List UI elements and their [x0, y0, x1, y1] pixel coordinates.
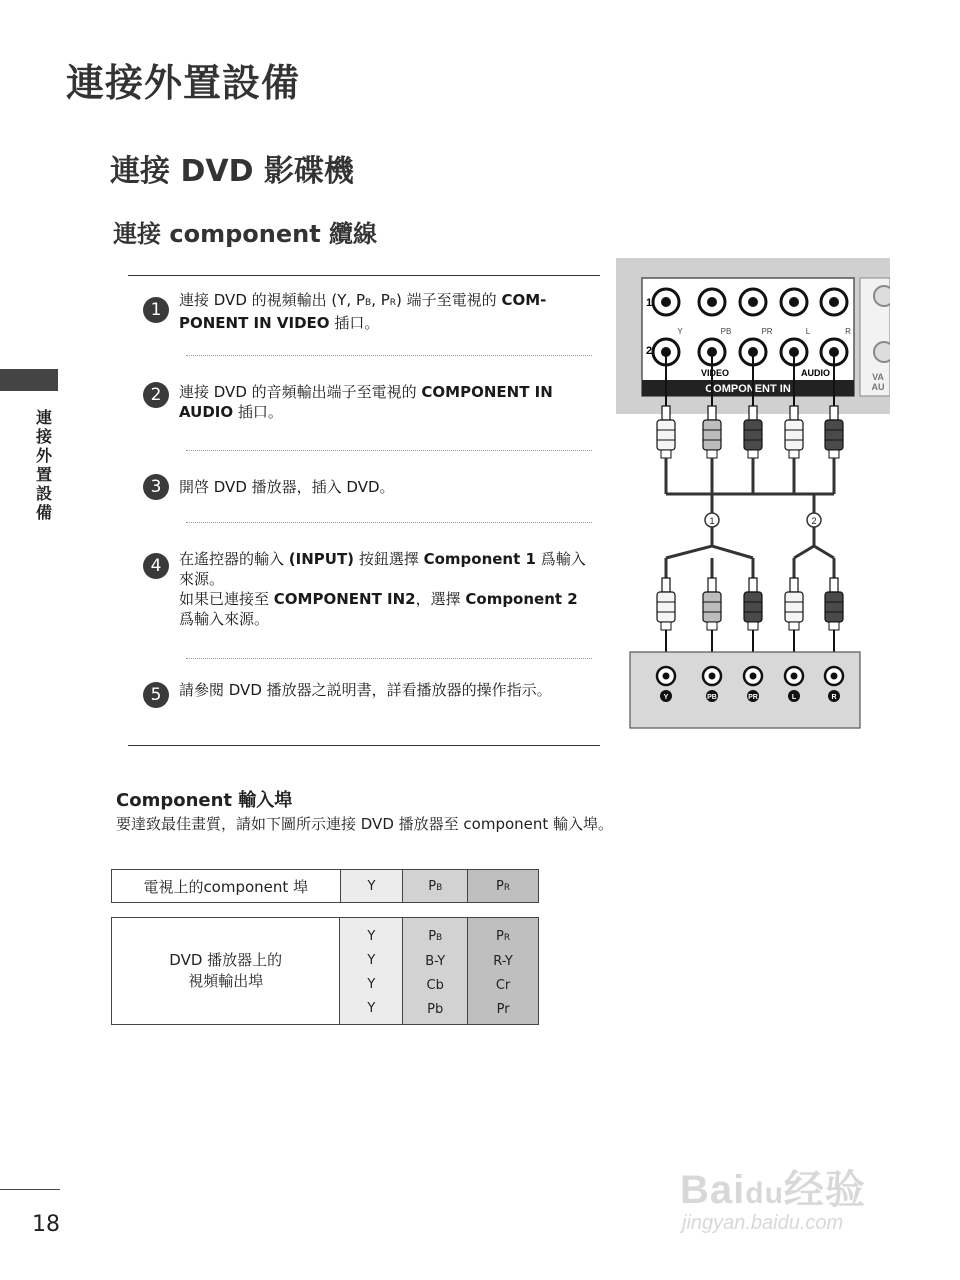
table-cell: Y	[367, 977, 376, 992]
step-number: 5	[143, 682, 169, 708]
table-cell: Pb	[427, 1001, 444, 1017]
dvd-label-line: DVD 播放器上的	[169, 951, 283, 969]
table-cell: PR	[496, 928, 511, 944]
table-cell: B-Y	[425, 953, 446, 969]
page-number: 18	[32, 1212, 60, 1237]
table-cell: Pr	[496, 1001, 510, 1017]
step-text: 開啓 DVD 播放器，插入 DVD。	[179, 478, 395, 496]
step-text: 請參閱 DVD 播放器之説明書，詳看播放器的操作指示。	[179, 681, 552, 699]
step-text: 連接 DVD 的音頻輸出端子至電視的 COMPONENT IN AUDIO 插口。	[179, 383, 553, 421]
side-chapter-label: 連接外置設備	[36, 408, 53, 522]
side-tab-marker	[0, 369, 58, 391]
watermark	[680, 1142, 910, 1252]
tv-component-table	[111, 869, 539, 903]
step-text: 連接 DVD 的視頻輸出 (Y, PB, PR) 端子至電視的 COM-PONENT IN VIDEO 插口。	[179, 291, 547, 332]
steps-top-rule	[128, 275, 600, 276]
side-jack	[874, 342, 890, 362]
step-text: 在遙控器的輸入 (INPUT) 按鈕選擇 Component 1 爲輸入來源。 如果已連接至 COMPONENT IN2，選擇 Component 2 爲輸入來源。	[179, 550, 586, 628]
dvd-jack-center	[663, 673, 670, 680]
dvd-output-table	[111, 917, 539, 1025]
section-title: 連接 DVD 影碟機	[110, 154, 354, 189]
table-cell: R-Y	[493, 953, 513, 969]
step-number: 3	[143, 474, 169, 500]
table-column	[468, 918, 539, 1025]
table-cell: Y	[367, 1001, 376, 1016]
cable-label: 1	[709, 516, 715, 526]
connection-diagram	[616, 258, 890, 734]
step-divider	[186, 450, 592, 451]
component-in-label: COMPONENT IN	[705, 383, 791, 395]
dvd-table-label	[112, 918, 340, 1025]
dvd-port-label: L	[791, 694, 797, 701]
table-cell: PB	[428, 928, 443, 944]
side-jack	[874, 286, 890, 306]
tv-port-label: PR	[761, 327, 773, 336]
dvd-jack-center	[750, 673, 757, 680]
cable-plug	[744, 578, 762, 630]
table-cell: Y	[367, 953, 376, 968]
dvd-label-line: 視頻輸出埠	[188, 972, 264, 990]
table-cell: PR	[468, 870, 539, 903]
tv-table-label: 電視上的component 埠	[112, 870, 341, 903]
audio-label: AUDIO	[801, 368, 830, 378]
tv-port-label: L	[805, 327, 811, 336]
table-cell: Cr	[495, 977, 511, 993]
step-divider	[186, 355, 592, 356]
dvd-panel	[630, 652, 860, 728]
cable-plug	[657, 578, 675, 630]
table-column	[340, 918, 403, 1025]
side-label: VA	[872, 372, 884, 382]
cable-plug	[703, 578, 721, 630]
watermark-brand: Baidu经验	[680, 1168, 866, 1212]
cable-label: 2	[811, 516, 817, 526]
dvd-jack-center	[709, 673, 716, 680]
video-label: VIDEO	[701, 368, 730, 378]
table-column	[403, 918, 468, 1025]
tv-port-label: R	[845, 327, 851, 336]
footer-rule	[0, 1189, 60, 1190]
page-title: 連接外置設備	[66, 61, 301, 105]
component-description: 要達致最佳畫質，請如下圖所示連接 DVD 播放器至 component 輸入埠。	[116, 815, 614, 833]
row-label: 2	[646, 345, 653, 357]
tv-jack-center	[748, 297, 758, 307]
tv-port-label: Y	[677, 327, 683, 336]
tv-port-label: PB	[720, 327, 732, 336]
dvd-port-label: R	[831, 694, 837, 701]
step-number: 2	[143, 382, 169, 408]
cable-plug	[825, 578, 843, 630]
table-cell: PB	[403, 870, 468, 903]
row-label: 1	[646, 297, 653, 309]
cable-plug	[785, 578, 803, 630]
tv-jack-center	[789, 297, 799, 307]
sub-title: 連接 component 纜線	[113, 220, 378, 248]
side-label: AU	[871, 382, 885, 392]
dvd-jack-center	[791, 673, 798, 680]
step-number: 1	[143, 297, 169, 323]
watermark-url: jingyan.baidu.com	[682, 1212, 844, 1234]
step-divider	[186, 522, 592, 523]
steps-bottom-rule	[128, 745, 600, 746]
dvd-port-label: PB	[707, 694, 717, 701]
dvd-port-label: Y	[663, 694, 669, 701]
table-cell: Cb	[426, 977, 444, 993]
dvd-port-label: PR	[748, 694, 758, 701]
tv-jack-center	[707, 297, 717, 307]
tv-jack-center	[661, 297, 671, 307]
table-cell: Y	[340, 870, 403, 903]
table-cell: Y	[367, 929, 376, 944]
step-number: 4	[143, 553, 169, 579]
component-heading: Component 輸入埠	[116, 790, 293, 811]
dvd-jack-center	[831, 673, 838, 680]
step-divider	[186, 658, 592, 659]
tv-jack-center	[829, 297, 839, 307]
